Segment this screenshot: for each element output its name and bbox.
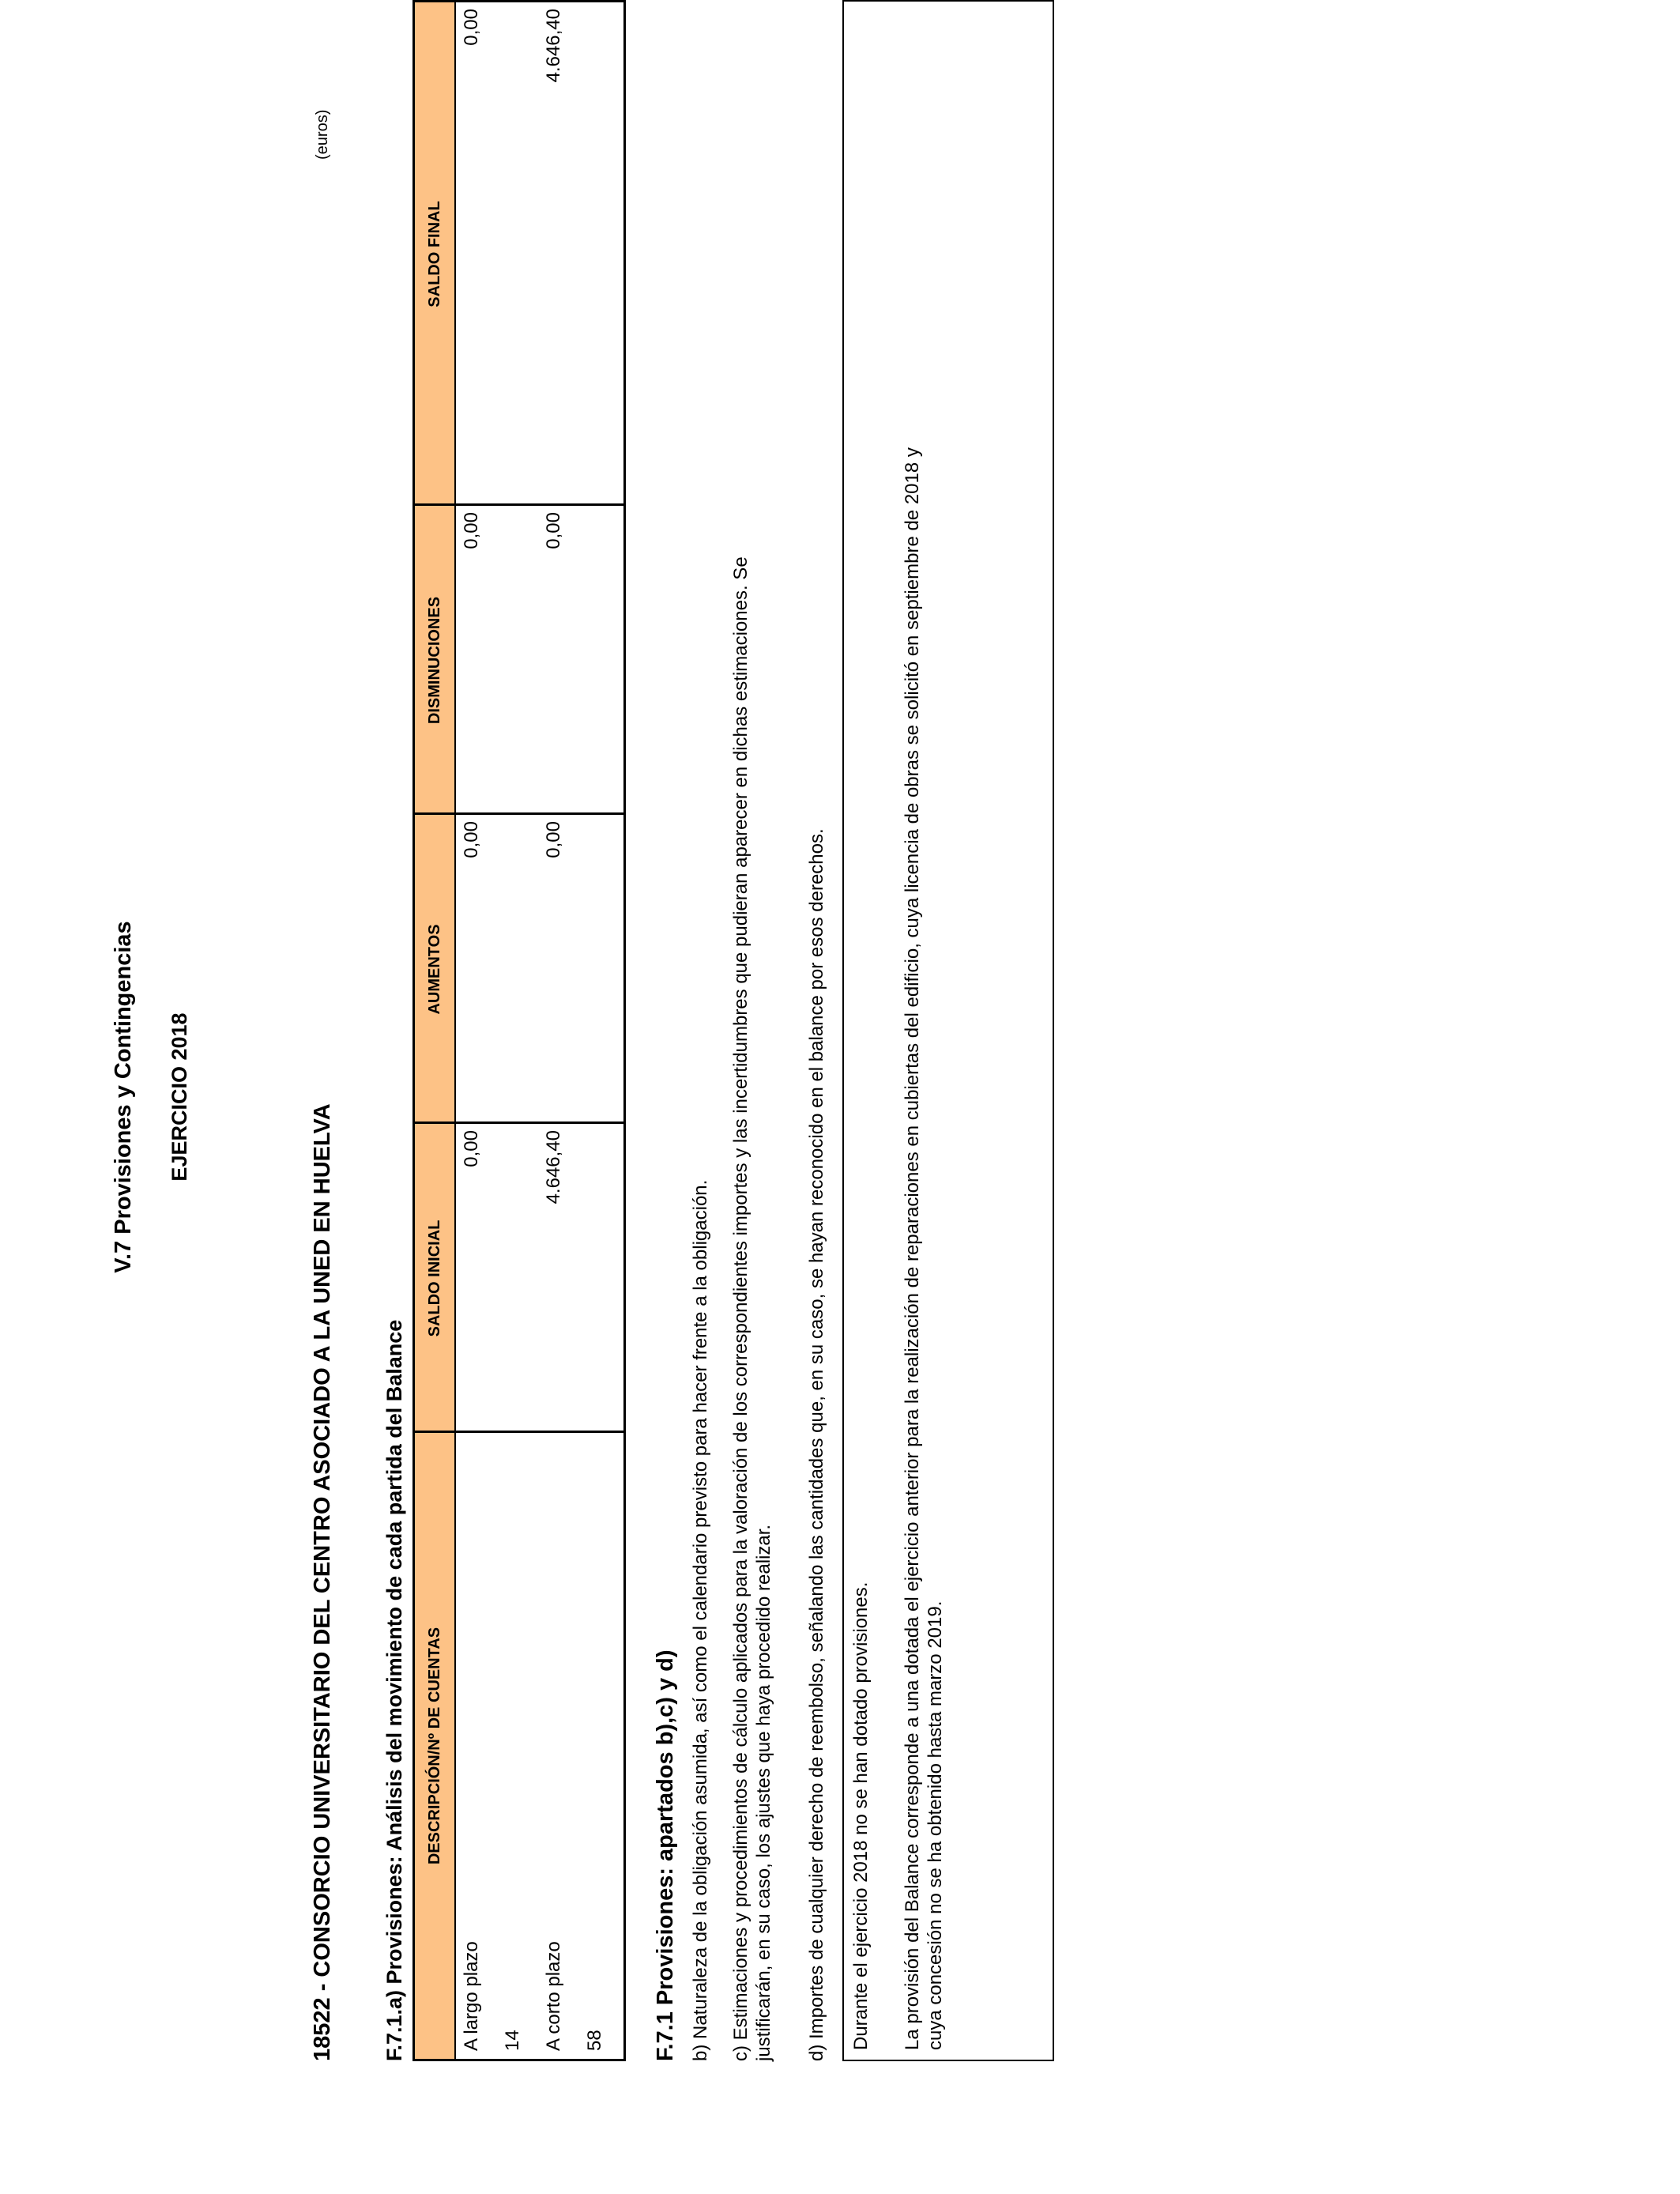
column-divider (415, 503, 623, 506)
row-account-number: 58 (584, 2030, 605, 2051)
column-header-aumentos: AUMENTOS (415, 815, 454, 1124)
column-header-disminuciones: DISMINUCIONES (415, 506, 454, 815)
note-line: La provisión del Balance corresponde a una dotada el ejercicio anterior para la realización de reparaciones en cubiertas del edificio, cuya licencia de obras se solicitó en septiembre de 2018 y (902, 447, 923, 2050)
paragraph-d: d) Importes de cualquier derecho de reembolso, señalando las cantidades que, en su caso, se hayan reconocido en el balance por esos derechos. (806, 828, 827, 2061)
column-divider (415, 1122, 623, 1124)
header-divider (454, 2, 456, 2059)
saldo-final-value: 0,00 (461, 9, 482, 46)
column-header-saldo-inicial: SALDO INICIAL (415, 1124, 454, 1433)
aumentos-value: 0,00 (461, 821, 482, 858)
aumentos-value: 0,00 (543, 821, 564, 858)
row-description: A largo plazo (461, 1941, 482, 2051)
notes-box (842, 0, 1054, 2061)
column-header-saldo-final: SALDO FINAL (415, 2, 454, 506)
paragraph-c-line2: justificarán, en su caso, los ajustes que haya procedido realizar. (753, 1524, 774, 2061)
currency-unit: (euros) (314, 109, 331, 160)
row-description: A corto plazo (543, 1941, 564, 2051)
paragraph-c-line1: c) Estimaciones y procedimientos de cálculo aplicados para la valoración de los correspondientes importes y las incertidumbres que pudieran aparecer en dichas estimaciones. Se (730, 556, 751, 2061)
column-divider (415, 1431, 623, 1433)
column-header-descripcion: DESCRIPCIÓN/Nº DE CUENTAS (415, 1433, 454, 2059)
provisions-table (412, 0, 626, 2061)
saldo-final-value: 4.646,40 (543, 9, 564, 83)
entity-name: 18522 - CONSORCIO UNIVERSITARIO DEL CENTRO ASOCIADO A LA UNED EN HUELVA (310, 1103, 335, 2061)
column-divider (415, 812, 623, 815)
note-line: Durante el ejercicio 2018 no se han dotado provisiones. (850, 1581, 872, 2050)
section-title: F.7.1 Provisiones: apartados b),c) y d) (653, 1649, 678, 2061)
table-title: F.7.1.a) Provisiones: Análisis del movimiento de cada partida del Balance (382, 1319, 406, 2061)
saldo-inicial-value: 4.646,40 (543, 1130, 564, 1204)
fiscal-year-heading: EJERCICIO 2018 (168, 1012, 191, 1182)
disminuciones-value: 0,00 (461, 512, 482, 549)
row-account-number: 14 (502, 2030, 523, 2051)
paragraph-b: b) Naturaleza de la obligación asumida, así como el calendario previsto para hacer frente a la obligación. (690, 1179, 711, 2061)
note-line: cuya concesión no se ha obtenido hasta marzo 2019. (925, 1600, 946, 2050)
page-title: V.7 Provisiones y Contingencias (111, 921, 136, 1273)
disminuciones-value: 0,00 (543, 512, 564, 549)
saldo-inicial-value: 0,00 (461, 1130, 482, 1167)
